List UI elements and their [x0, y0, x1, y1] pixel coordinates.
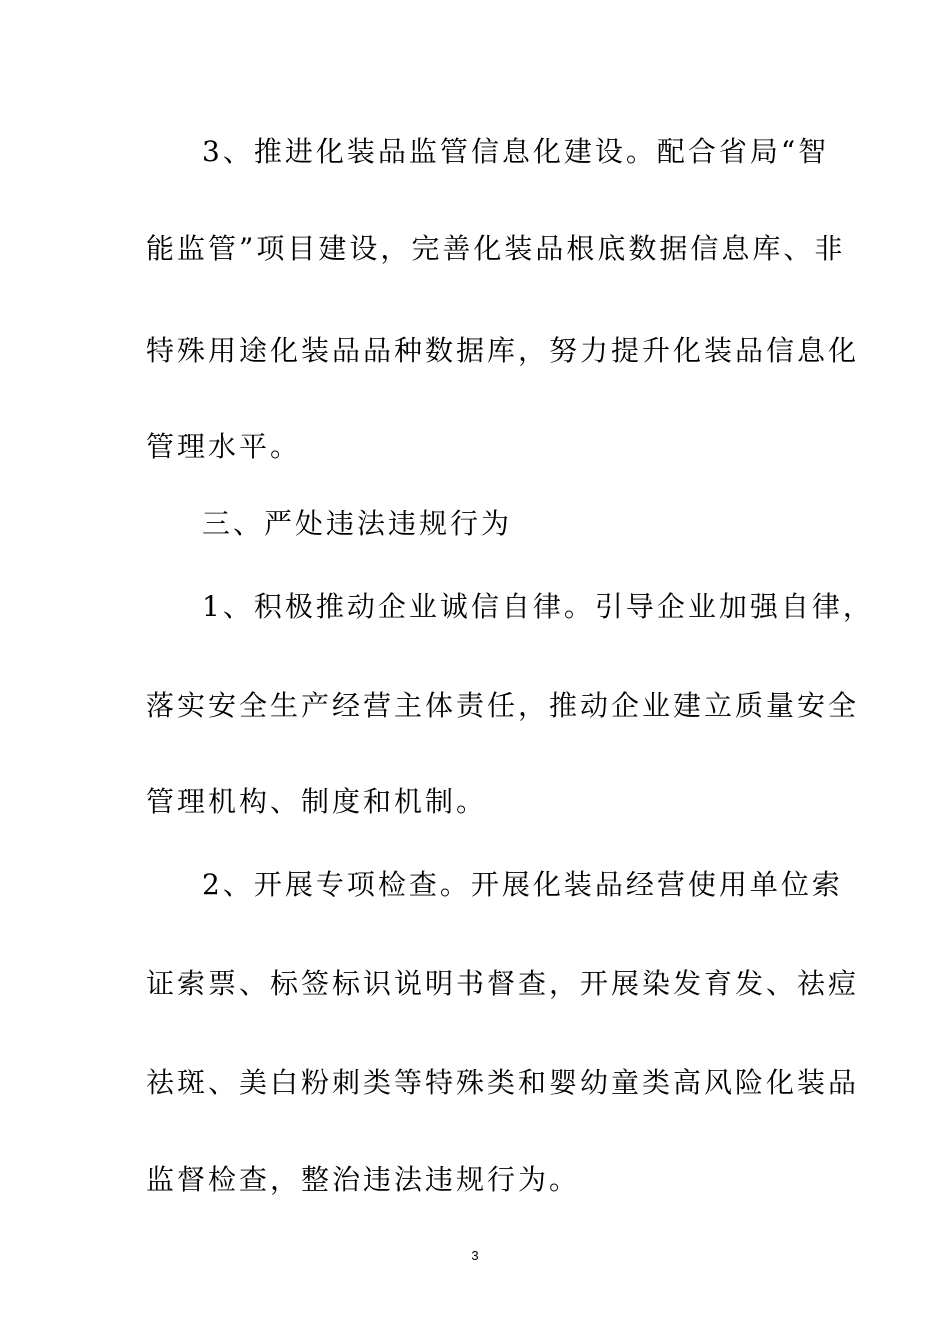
- text-line: 2、开展专项检查。开展化装品经营使用单位索: [202, 868, 843, 901]
- text-line: 能监管”项目建设，完善化装品根底数据信息库、非: [146, 232, 846, 265]
- text-line: 管理机构、制度和机制。: [146, 785, 488, 818]
- text-line: 证索票、标签标识说明书督查，开展染发育发、祛痘: [146, 967, 860, 1000]
- text-line: 祛斑、美白粉刺类等特殊类和婴幼童类高风险化装品: [146, 1066, 860, 1099]
- text-line: 3、推进化装品监管信息化建设。配合省局“智: [202, 135, 830, 168]
- text-line: 管理水平。: [146, 430, 302, 463]
- text-line: 监督检查，整治违法违规行为。: [146, 1163, 581, 1196]
- page-number: 3: [471, 1248, 479, 1263]
- heading-text: 三、严处违法违规行为: [202, 507, 513, 540]
- text-line: 1、积极推动企业诚信自律。引导企业加强自律，: [202, 590, 874, 623]
- text-line: 落实安全生产经营主体责任，推动企业建立质量安全: [146, 689, 860, 722]
- text-line: 特殊用途化装品品种数据库，努力提升化装品信息化: [146, 334, 860, 367]
